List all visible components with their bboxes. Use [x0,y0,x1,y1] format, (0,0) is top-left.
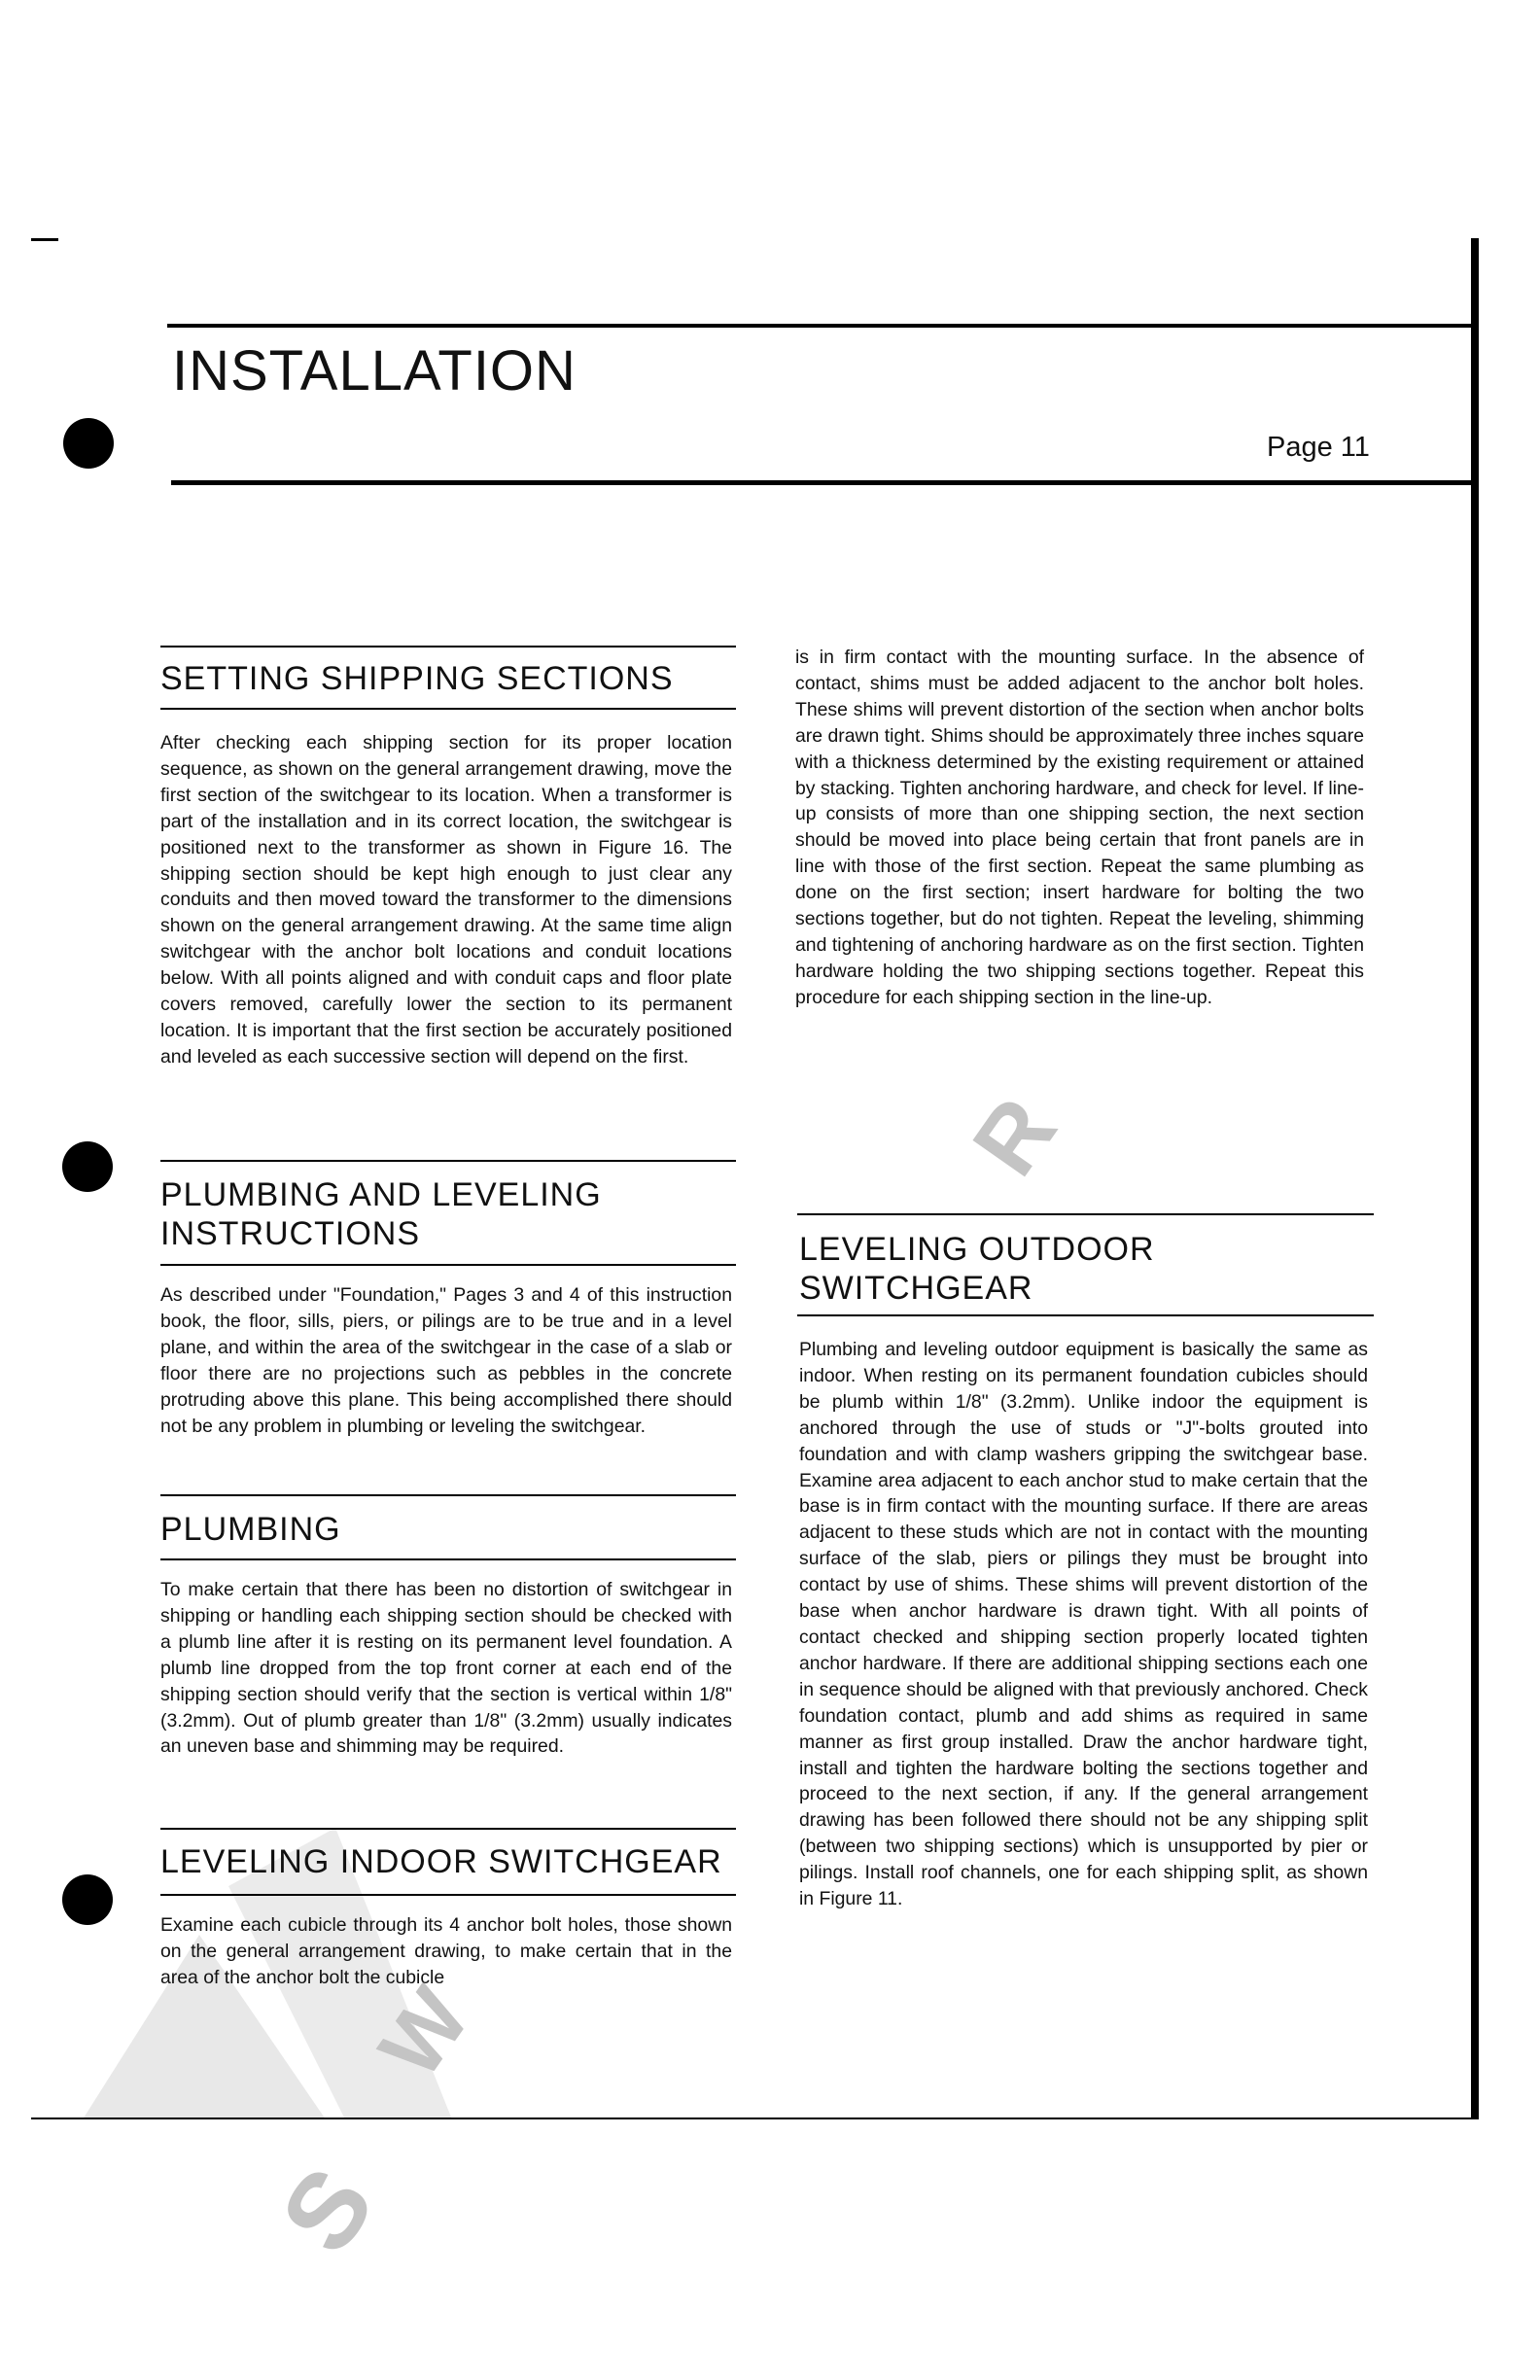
section-rule [160,1160,736,1162]
footer-rule [31,2118,1479,2119]
section-rule [797,1213,1374,1215]
punch-hole-bottom [62,1874,113,1925]
section-body-plumbing-leveling: As described under "Foundation," Pages 3 and 4 of this instruction book, the floor, sills, piers, or pilings are to be true and in a level plane, and within the area of the switchgear in the case of a slab or floor there are no projections such as pebbles in the concrete protruding above this plane. This being accomplished there should not be any problem in plumbing or leveling the switchgear. [160,1284,732,1437]
section-rule [797,1314,1374,1316]
header-top-rule [167,324,1473,328]
corner-tick [31,238,58,241]
page-title: INSTALLATION [172,339,577,402]
heading-line: PLUMBING AND LEVELING [160,1176,602,1213]
section-body-plumbing: To make certain that there has been no distortion of switchgear in shipping or handling each shipping section should be checked with a plumb line after it is resting on its permanent level foundation. A plumb line dropped from the top front corner at each end of the shipping section should verify that the section is vertical within 1/8" (3.2mm). Out of plumb greater than 1/8" (3.2mm) usually indicates an uneven base and shimming may be required. [160,1579,732,1758]
heading-line: INSTRUCTIONS [160,1215,420,1252]
section-rule [160,1494,736,1496]
page-number: Page 11 [1267,432,1370,463]
punch-hole-top [63,418,114,469]
section-heading-setting-shipping: SETTING SHIPPING SECTIONS [160,660,674,697]
heading-line: LEVELING OUTDOOR [799,1231,1155,1268]
section-body-leveling-outdoor: Plumbing and leveling outdoor equipment is basically the same as indoor. When resting on its permanent foundation cubicles should be plumb within 1/8" (3.2mm). Unlike indoor the equipment is anchored through the use of studs or "J"-bolts grouted into foundation and with clamp washers gripping the switchgear base. Examine area adjacent to each anchor stud to make certain that the base is in firm contact with the mounting surface. If there are areas adjacent to these studs which are not in contact with the mounting surface of the slab, piers or pilings they must be brought into contact by use of shims. These shims will prevent distortion of the base when anchor hardware is drawn tight. With all points of contact checked and shipping section properly located tighten anchor hardware. If there are additional shipping sections each one in sequence should be aligned with that previously anchored. Check foundation contact, plumb and add shims as required in same manner as first group installed. Draw the anchor hardware tight, install and tighten the hardware bolting the sections together and proceed to the next section, if any. If the general arrangement drawing has been followed there should not be any shipping split (between two shipping sections) which is unsupported by pier or pilings. Install roof channels, one for each shipping split, as shown in Figure 11. [799,1339,1368,1910]
heading-line: SWITCHGEAR [799,1270,1033,1307]
section-heading-plumbing-leveling [160,1175,602,1253]
section-body-setting-shipping: After checking each shipping section for its proper location sequence, as shown on the general arrangement drawing, move the first section of the switchgear to its location. When a transformer is part of the installation and in its correct location, the switchgear is positioned next to the transformer as shown in Figure 16. The shipping section should be kept high enough to just clear any conduits and then moved toward the transformer to the dimensions shown on the general arrangement drawing. At the same time align switchgear with the anchor bolt locations and conduit locations below. With all points aligned and with conduit caps and floor plate covers removed, carefully lower the section to its permanent location. It is important that the first section be accurately positioned and leveled as each successive section will depend on the first. [160,732,732,1068]
section-heading-leveling-indoor: LEVELING INDOOR SWITCHGEAR [160,1843,722,1880]
section-rule [160,1264,736,1266]
watermark-letter-w: W [361,1971,489,2095]
watermark-letter-s: S [258,2147,398,2274]
punch-hole-middle [62,1141,113,1192]
right-margin-bar [1471,238,1479,2119]
section-rule [160,708,736,710]
section-rule [160,1828,736,1830]
section-rule [160,1894,736,1896]
section-body-leveling-indoor: Examine each cubicle through its 4 anchor bolt holes, those shown on the general arrangement drawing, to make certain that in the area of the anchor bolt the cubicle [160,1914,732,1988]
section-heading-plumbing: PLUMBING [160,1511,341,1548]
section-body-continued: is in firm contact with the mounting surface. In the absence of contact, shims must be added adjacent to the anchor bolt holes. These shims will prevent distortion of the section when anchor bolts are drawn tight. Shims should be approximately three inches square with a thickness determined by the existing requirement or attained by stacking. Tighten anchoring hardware, and check for level. If line-up consists of more than one shipping section, the next section should be moved into place being certain that front panels are in line with those of the first section. Repeat the same plumbing as done on the first section; insert hardware for bolting the two sections together, but do not tighten. Repeat the leveling, shimming and tightening of anchoring hardware as on the first section. Tighten hardware holding the two shipping sections together. Repeat this procedure for each shipping section in the line-up. [795,647,1364,1008]
section-heading-leveling-outdoor [799,1230,1155,1308]
header-bottom-rule [171,480,1473,485]
section-rule [160,646,736,648]
section-rule [160,1558,736,1560]
watermark-letter-r: R [953,1079,1076,1194]
